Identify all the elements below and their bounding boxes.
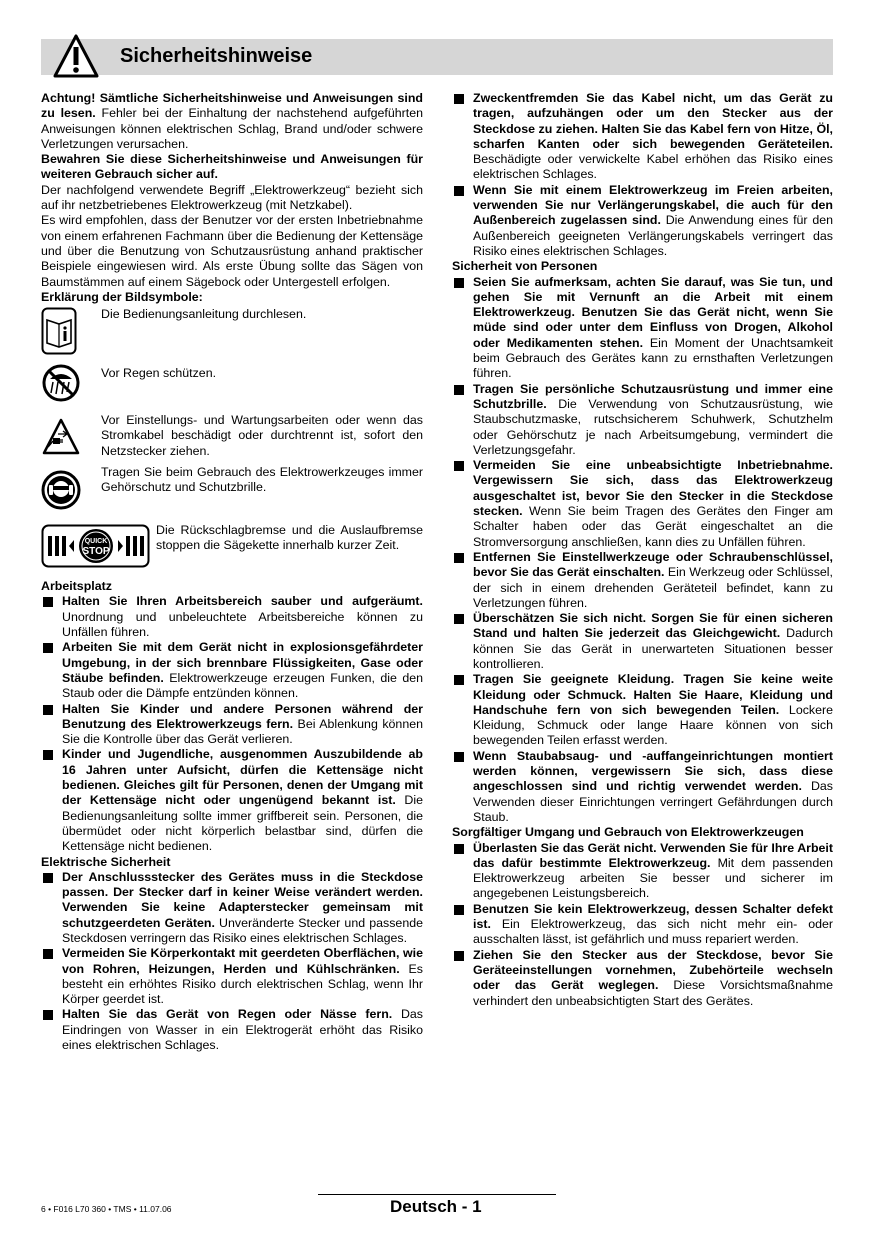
list-item: Überlasten Sie das Gerät nicht. Verwenden Sie für Ihre Arbeit das dafür bestimmte Elektrowerkzeug. Mit dem passenden Elektrowerkzeug arbeiten Sie besser und sicherer im angegebenen Leistungsbereich. <box>452 841 833 902</box>
list-item: Halten Sie Ihren Arbeitsbereich sauber und aufgeräumt. Unordnung und unbeleuchtete Arbeitsbereiche können zu Unfällen führen. <box>41 594 423 640</box>
symbol-row: Vor Regen schützen. <box>41 361 423 413</box>
no-rain-icon <box>41 361 81 405</box>
section-heading: Elektrische Sicherheit <box>41 854 171 869</box>
intro-paragraph: Bewahren Sie diese Sicherheitshinweise und Anweisungen für weiteren Gebrauch sicher auf. <box>41 152 423 182</box>
list-item: Vermeiden Sie Körperkontakt mit geerdeten Oberflächen, wie von Rohren, Heizungen, Herden und Kühlschränken. Es besteht ein erhöhtes Risiko durch elektrischen Schlag, wenn Ihr Körper geerdet ist. <box>41 946 423 1007</box>
section-heading: Arbeitsplatz <box>41 579 112 594</box>
list-item: Der Anschlussstecker des Gerätes muss in die Steckdose passen. Der Stecker darf in keiner Weise verändert werden. Verwenden Sie keine Adapterstecker gemeinsam mit schutzgeerdeten Geräten. Unveränderte Stecker und passende Steckdosen verringern das Risiko eines elektrischen Schlages. <box>41 870 423 946</box>
quick-label: QUICK <box>84 538 108 546</box>
footer-code: 6 • F016 L70 360 • TMS • 11.07.06 <box>41 1204 172 1214</box>
list-item: Seien Sie aufmerksam, achten Sie darauf, was Sie tun, und gehen Sie mit Vernunft an die Arbeit mit einem Elektrowerkzeug. Benutzen Sie das Gerät nicht, wenn Sie müde sind oder unter dem Einfluss von Drogen, Alkohol oder Medikamenten stehen. Ein Moment der Unachtsamkeit beim Gebrauch des Gerätes kann zu ernsthaften Verletzungen führen. <box>452 275 833 382</box>
section-heading: Sorgfältiger Umgang und Gebrauch von Elektrowerkzeugen <box>452 825 804 840</box>
list-item: Wenn Staubabsaug- und -auffangeinrichtungen montiert werden können, vergewissern Sie sich, dass diese angeschlossen sind und richtig verwendet werden. Das Verwenden dieser Einrichtungen verringert Gefährdungen durch Staub. <box>452 749 833 825</box>
list-item: Benutzen Sie kein Elektrowerkzeug, dessen Schalter defekt ist. Ein Elektrowerkzeug, das sich nicht mehr ein- oder ausschalten lässt, ist gefährlich und muss repariert werden. <box>452 902 833 948</box>
symbol-row: QUICK STOP Die Rückschlagbremse und die Auslaufbremse stoppen die Sägekette innerhalb kurzer Zeit. <box>41 523 423 579</box>
quick-stop-icon <box>41 524 150 568</box>
page-title: Sicherheitshinweise <box>120 45 313 67</box>
list-item: Ziehen Sie den Stecker aus der Steckdose, bevor Sie Geräteeinstellungen vornehmen, Zubehörteile wechseln oder das Gerät weglegen. Diese Vorsichtsmaßnahme verhindert den unbeabsichtigten Start des Gerätes. <box>452 948 833 1009</box>
list-item: Halten Sie Kinder und andere Personen während der Benutzung des Elektrowerkzeugs fern. Bei Ablenkung können Sie die Kontrolle über das Gerät verlieren. <box>41 702 423 748</box>
intro-paragraph: Achtung! Sämtliche Sicherheitshinweise und Anweisungen sind zu lesen. Fehler bei der Einhaltung der nachstehend aufgeführten Anweisungen können elektrischen Schlag, Brand und/oder schwere Verletzungen verursachen. <box>41 91 423 151</box>
manual-icon <box>41 307 77 355</box>
section-heading: Sicherheit von Personen <box>452 259 598 274</box>
list-item: Kinder und Jugendliche, ausgenommen Auszubildende ab 16 Jahren unter Aufsicht, dürfen die Kettensäge nicht bedienen. Gleiches gilt für Personen, denen der Umgang mit der Kettensäge nicht oder ungenügend bekannt ist. Die Bedienungsanleitung sollte immer griffbereit sein. Personen, die übermüdet oder nicht körperlich belastbar sind, dürfen die Kettensäge nicht bedienen. <box>41 747 423 854</box>
unplug-warning-icon <box>41 417 81 457</box>
list-item: Entfernen Sie Einstellwerkzeuge oder Schraubenschlüssel, bevor Sie das Gerät einschalten. Ein Werkzeug oder Schlüssel, der sich in einem drehenden Geräteteil befindet, kann zu Verletzungen führen. <box>452 550 833 611</box>
list-item: Arbeiten Sie mit dem Gerät nicht in explosionsgefährdeter Umgebung, in der sich brennbare Flüssigkeiten, Gase oder Stäube befinden. Elektrowerkzeuge erzeugen Funken, die den Staub oder die Dämpfe entzünden können. <box>41 640 423 701</box>
symbol-row: Tragen Sie beim Gebrauch des Elektrowerkzeuges immer Gehörschutz und Schutzbrille. <box>41 465 423 523</box>
ear-eye-protection-icon <box>41 469 81 513</box>
list-item: Überschätzen Sie sich nicht. Sorgen Sie für einen sicheren Stand und halten Sie jederzeit das Gleichgewicht. Dadurch können Sie das Gerät in unerwarteten Situationen besser kontrollieren. <box>452 611 833 672</box>
stop-label: STOP <box>82 546 110 558</box>
list-item: Tragen Sie geeignete Kleidung. Tragen Sie keine weite Kleidung oder Schmuck. Halten Sie Haare, Kleidung und Handschuhe fern von sich bewegenden Teilen. Lockere Kleidung, Schmuck oder lange Haare können von sich bewegenden Teilen erfasst werden. <box>452 672 833 748</box>
list-item: Tragen Sie persönliche Schutzausrüstung und immer eine Schutzbrille. Die Verwendung von Schutzausrüstung, wie Staubschutzmaske, rutschsicherem Schuhwerk, Schutzhelm oder Gehörschutz je nach Arbeitsumgebung, vermindert die Verletzungsgefahr. <box>452 382 833 458</box>
list-item: Halten Sie das Gerät von Regen oder Nässe fern. Das Eindringen von Wasser in ein Elektrogerät erhöht das Risiko eines elektrischen Schlages. <box>41 1007 423 1053</box>
footer-divider <box>318 1194 556 1195</box>
list-item: Wenn Sie mit einem Elektrowerkzeug im Freien arbeiten, verwenden Sie nur Verlängerungskabel, die auch für den Außenbereich zugelassen sind. Die Anwendung eines für den Außenbereich geeigneten Verlängerungskabels verringert das Risiko eines elektrischen Schlages. <box>452 183 833 259</box>
symbol-row: Vor Einstellungs- und Wartungsarbeiten oder wenn das Stromkabel beschädigt oder durchtrennt ist, sofort den Netzstecker ziehen. <box>41 413 423 465</box>
symbols-heading: Erklärung der Bildsymbole: <box>41 289 203 304</box>
page-number: Deutsch - 1 <box>390 1197 482 1216</box>
warning-triangle-icon <box>52 33 100 79</box>
symbol-row: Die Bedienungsanleitung durchlesen. <box>41 307 423 361</box>
right-column <box>452 91 833 1009</box>
intro-paragraph: Es wird empfohlen, dass der Benutzer vor der ersten Inbetriebnahme von einem erfahrenen Fachmann über die Bedienung der Kettensäge und über die Benutzung von Schutzausrüstung anhand praktischer Beispiele eingewiesen wird. Als erste Übung sollte das Sägen von Baumstämmen auf einem Sägebock oder Untergestell erfolgen. <box>41 213 423 289</box>
list-item: Vermeiden Sie eine unbeabsichtigte Inbetriebnahme. Vergewissern Sie sich, dass das Elektrowerkzeug ausgeschaltet ist, bevor Sie den Stecker in die Steckdose stecken. Wenn Sie beim Tragen des Gerätes den Finger am Schalter haben oder das Gerät eingeschaltet an die Stromversorgung anschließen, kann dies zu Unfällen führen. <box>452 458 833 550</box>
intro-paragraph: Der nachfolgend verwendete Begriff „Elektrowerkzeug“ bezieht sich auf ihr netzbetriebenes Elektrowerkzeug (mit Netzkabel). <box>41 182 423 213</box>
list-item: Zweckentfremden Sie das Kabel nicht, um das Gerät zu tragen, aufzuhängen oder um den Stecker aus der Steckdose zu ziehen. Halten Sie das Kabel fern von Hitze, Öl, scharfen Kanten oder sich bewegenden Geräteteilen. Beschädigte oder verwickelte Kabel erhöhen das Risiko eines elektrischen Schlages. <box>452 91 833 183</box>
left-column <box>41 91 423 1053</box>
